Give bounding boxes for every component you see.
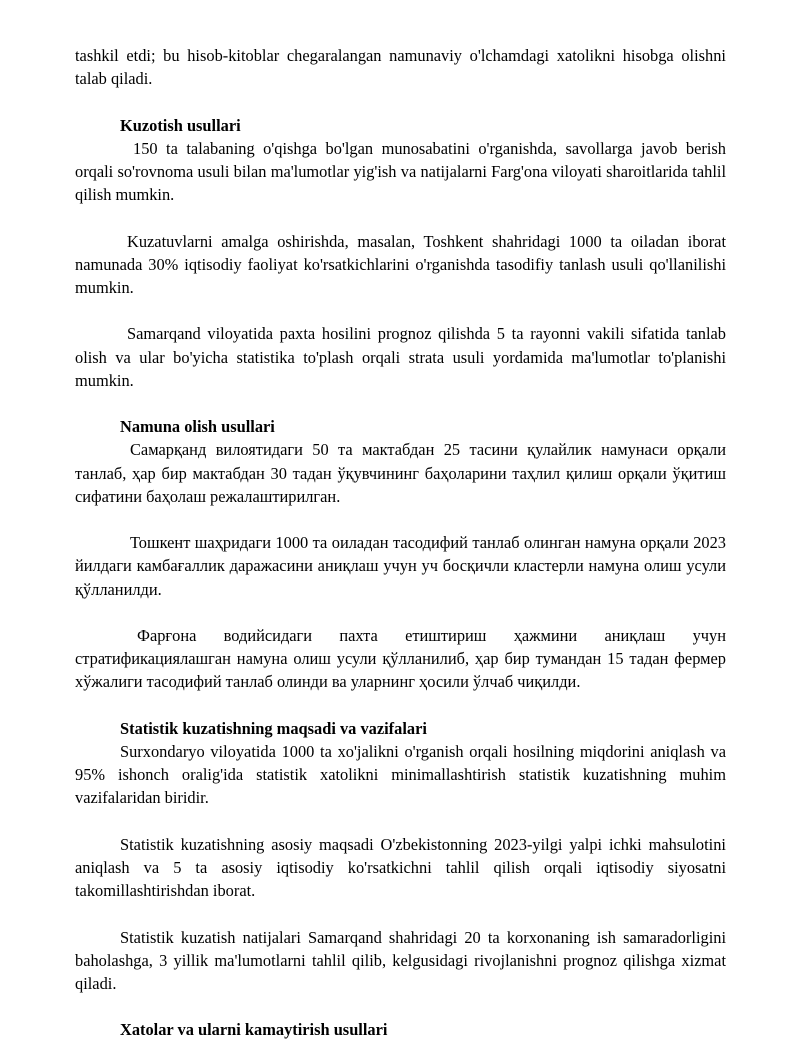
paragraph: Statistik kuzatishning asosiy maqsadi O'zbekistonning 2023-yilgi yalpi ichki mahsulotini aniqlash va 5 ta asosiy iqtisodiy ko'rsatkichni tahlil qilish orqali iqtisodiy siyosatni takomillashtirishdan iborat. <box>75 834 726 901</box>
spacer <box>75 90 726 113</box>
section-heading-xatolar: Xatolar va ularni kamaytirish usullari <box>120 1020 388 1040</box>
spacer <box>75 995 726 1018</box>
paragraph: 150 ta talabaning o'qishga bo'lgan munosabatini o'rganishda, savollarga javob berish orqali so'rovnoma usuli bilan ma'lumotlar yig'ish va natijalarni Farg'ona viloyati sharoitlarida tahlil qilish mumkin. <box>75 138 726 205</box>
paragraph: Фарғона водийсидаги пахта етиштириш ҳажмини аниқлаш учун стратификациялашган намуна олиш усули қўлланилиб, ҳар бир тумандан 15 тадан фермер хўжалиги тасодифий танлаб олинди ва уларнинг ҳосили ўлчаб чиқилди. <box>75 625 726 692</box>
paragraph: Statistik kuzatish natijalari Samarqand shahridagi 20 ta korxonaning ish samaradorligini baholashga, 3 yillik ma'lumotlarni tahlil qilib, kelgusidagi rivojlanishni prognoz qilishga xizmat qiladi. <box>75 927 726 993</box>
spacer <box>75 810 726 833</box>
spacer <box>75 694 726 717</box>
paragraph: Surxondaryo viloyatida 1000 ta xo'jalikni o'rganish orqali hosilning miqdorini aniqlash va 95% ishonch oralig'ida statistik xatolikni minimallashtirish statistik kuzatishning muhim vazifalaridan biridir. <box>75 741 726 808</box>
paragraph: Тошкент шаҳридаги 1000 та оиладан тасодифий танлаб олинган намуна орқали 2023 йилдаги камбағаллик даражасини аниқлаш учун уч босқичли кластерли намуна олиш усули қўлланилди. <box>75 533 726 599</box>
document-page <box>75 44 726 1042</box>
spacer <box>75 508 726 531</box>
spacer <box>75 392 726 415</box>
section-heading-maqsad: Statistik kuzatishning maqsadi va vazifalari <box>120 718 427 738</box>
spacer <box>75 601 726 624</box>
paragraph: Samarqand viloyatida paxta hosilini prognoz qilishda 5 ta rayonni vakili sifatida tanlab olish va ular bo'yicha statistika to'plash orqali strata usuli yordamida ma'lumotlar to'planishi mumkin. <box>75 324 726 390</box>
paragraph: Kuzatuvlarni amalga oshirishda, masalan, Toshkent shahridagi 1000 ta oiladan iborat namunada 30% iqtisodiy faoliyat ko'rsatkichlarini o'rganishda tasodifiy tanlash usuli qo'llanilishi mumkin. <box>75 231 726 297</box>
spacer <box>75 299 726 322</box>
spacer <box>75 902 726 925</box>
spacer <box>75 206 726 229</box>
paragraph: Самарқанд вилоятидаги 50 та мактабдан 25 тасини қулайлик намунаси орқали танлаб, ҳар бир мактабдан 30 тадан ўқувчининг баҳоларини таҳлил қилиш орқали ўқитиш сифатини баҳолаш режалаштирилган. <box>75 440 726 506</box>
section-heading-namuna: Namuna olish usullari <box>120 417 275 437</box>
intro-paragraph: tashkil etdi; bu hisob-kitoblar chegaralangan namunaviy o'lchamdagi xatolikni hisobga olishni talab qiladi. <box>75 46 726 89</box>
section-heading-kuzotish: Kuzotish usullari <box>120 115 241 135</box>
